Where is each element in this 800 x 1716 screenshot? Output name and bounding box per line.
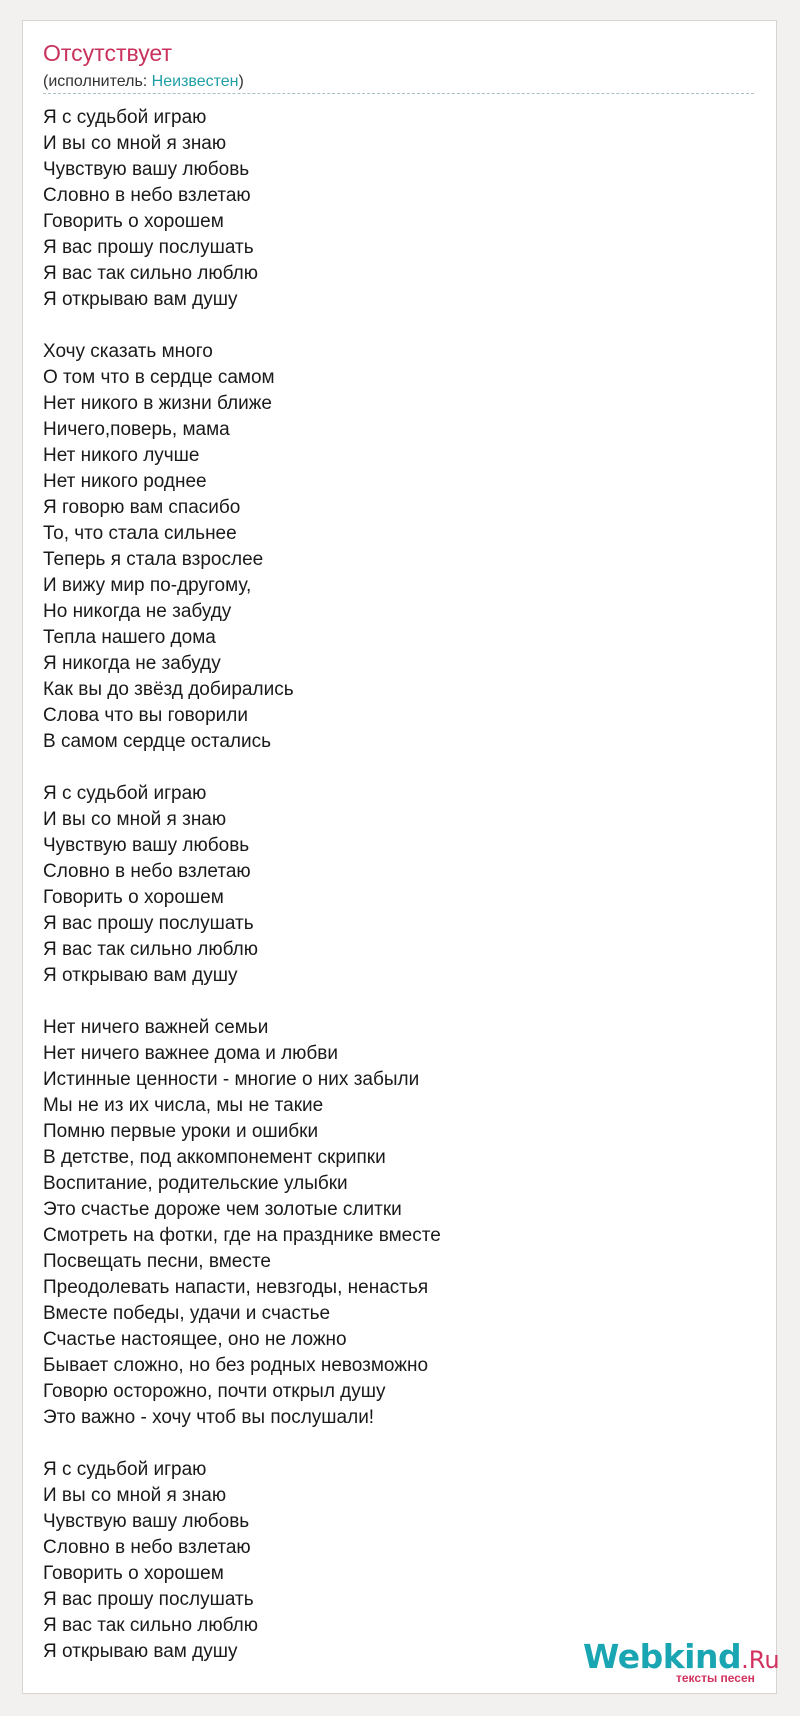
lyrics-line: Чувствую вашу любовь [43,159,250,180]
lyrics-line: Нет никого роднее [43,471,207,492]
lyrics-line: Посвещать песни, вместе [43,1251,271,1272]
lyrics-line: Преодолевать напасти, невзгоды, ненастья [43,1277,429,1298]
artist-link[interactable]: Неизвестен [151,73,239,90]
lyrics-line: Помню первые уроки и ошибки [43,1121,319,1142]
lyrics-line: Смотреть на фотки, где на празднике вместе [43,1225,441,1246]
lyrics-line: Ничего,поверь, мама [43,419,230,440]
lyrics-line: В детстве, под аккомпонемент скрипки [43,1147,386,1168]
lyrics-stanza [43,1015,743,1431]
lyrics-line: Я вас так сильно люблю [43,263,259,284]
lyrics-line: Говорить о хорошем [43,1563,224,1584]
artist-suffix: ) [238,73,244,90]
lyrics-body [43,105,743,1691]
lyrics-line: Истинные ценности - многие о них забыли [43,1069,420,1090]
lyrics-line: Бывает сложно, но без родных невозможно [43,1355,429,1376]
logo-wordmark [583,1637,780,1676]
title-divider [43,93,754,94]
lyrics-line: Хочу сказать много [43,341,213,362]
artist-prefix: (исполнитель: [43,73,152,90]
logo-tld: .Ru [741,1646,780,1674]
lyrics-line: Словно в небо взлетаю [43,185,251,206]
lyrics-line: Слова что вы говорили [43,705,248,726]
lyrics-stanza [43,339,743,755]
lyrics-line: Я никогда не забуду [43,653,221,674]
lyrics-line: Я с судьбой играю [43,1459,207,1480]
lyrics-line: Словно в небо взлетаю [43,861,251,882]
lyrics-line: Я открываю вам душу [43,965,238,986]
lyrics-line: Я говорю вам спасибо [43,497,241,518]
lyrics-line: Как вы до звёзд добирались [43,679,294,700]
lyrics-line: Чувствую вашу любовь [43,1511,250,1532]
lyrics-line: Это важно - хочу чтоб вы послушали! [43,1407,375,1428]
lyrics-line: Чувствую вашу любовь [43,835,250,856]
lyrics-line: Мы не из их числа, мы не такие [43,1095,324,1116]
lyrics-line: Я вас прошу послушать [43,1589,254,1610]
lyrics-line: Говорить о хорошем [43,887,224,908]
lyrics-line: О том что в сердце самом [43,367,275,388]
lyrics-line: И вижу мир по-другому, [43,575,252,596]
lyrics-stanza [43,781,743,989]
lyrics-line: И вы со мной я знаю [43,809,227,830]
lyrics-line: Говорю осторожно, почти открыл душу [43,1381,386,1402]
lyrics-card [22,20,780,1694]
logo-brand: Webkind [583,1637,742,1676]
artist-line [43,72,244,91]
lyrics-line: Говорить о хорошем [43,211,224,232]
lyrics-line: Воспитание, родительские улыбки [43,1173,348,1194]
lyrics-line: Я вас прошу послушать [43,913,254,934]
lyrics-line: Нет никого в жизни ближе [43,393,272,414]
lyrics-line: То, что стала сильнее [43,523,237,544]
lyrics-line: Вместе победы, удачи и счастье [43,1303,331,1324]
lyrics-line: Я с судьбой играю [43,783,207,804]
lyrics-line: Нет ничего важнее дома и любви [43,1043,339,1064]
lyrics-line: В самом сердце остались [43,731,272,752]
lyrics-stanza [43,105,743,313]
lyrics-line: И вы со мной я знаю [43,133,227,154]
lyrics-line: Счастье настоящее, оно не ложно [43,1329,347,1350]
logo-tagline: тексты песен [676,1671,755,1685]
lyrics-line: Теперь я стала взрослее [43,549,264,570]
song-title: Отсутствует [43,40,172,66]
lyrics-line: Нет ничего важней семьи [43,1017,269,1038]
lyrics-line: Тепла нашего дома [43,627,216,648]
lyrics-line: Я с судьбой играю [43,107,207,128]
lyrics-line: Словно в небо взлетаю [43,1537,251,1558]
lyrics-line: Я вас прошу послушать [43,237,254,258]
webkind-watermark-logo [560,1630,780,1685]
lyrics-line: Я открываю вам душу [43,1641,238,1662]
lyrics-line: Я вас так сильно люблю [43,1615,259,1636]
lyrics-line: Я вас так сильно люблю [43,939,259,960]
lyrics-line: Нет никого лучше [43,445,200,466]
lyrics-line: Это счастье дороже чем золотые слитки [43,1199,402,1220]
lyrics-line: И вы со мной я знаю [43,1485,227,1506]
lyrics-line: Я открываю вам душу [43,289,238,310]
lyrics-line: Но никогда не забуду [43,601,232,622]
